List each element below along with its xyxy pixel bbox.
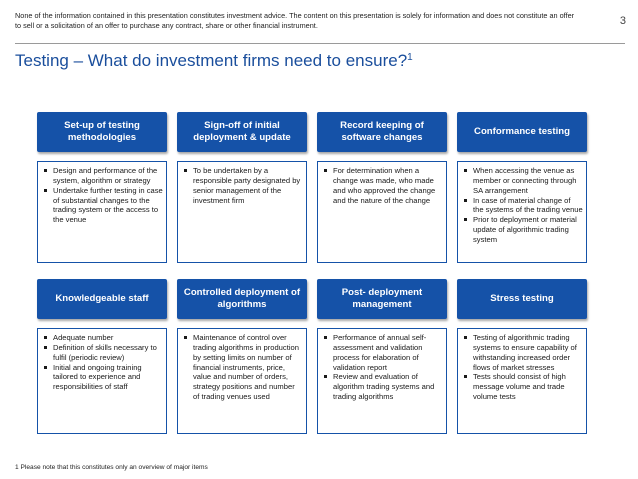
bullet-item: Performance of annual self-assessment and validation process for elaboration of validation report [322,333,443,372]
card-row-2 [37,279,587,434]
card-body [37,161,167,263]
disclaimer-text: None of the information contained in this presentation constitutes investment advice. The content on this presentation is solely for information and does not constitute an offer to sell or a solicitation of an offer to purchase any contract, share or other financial instrument. [15,11,575,30]
card-body [457,161,587,263]
title-footnote-marker: 1 [407,52,413,63]
card-heading: Conformance testing [457,112,587,152]
card-setup-testing [37,112,167,263]
bullet-item: To be undertaken by a responsible party designated by senior management of the investment firm [182,166,303,205]
card-heading: Record keeping of software changes [317,112,447,152]
bullet-item: Testing of algorithmic trading systems to ensure capability of withstanding increased order flows of market stresses [462,333,583,372]
card-heading: Set-up of testing methodologies [37,112,167,152]
card-heading: Knowledgeable staff [37,279,167,319]
card-heading: Stress testing [457,279,587,319]
card-stress-testing [457,279,587,434]
card-heading: Controlled deployment of algorithms [177,279,307,319]
bullet-item: Maintenance of control over trading algorithms in production by setting limits on number of financial instruments, price, value and number of orders, strategy positions and number of trading venues used [182,333,303,402]
card-sign-off [177,112,307,263]
card-body [177,328,307,434]
card-body [317,161,447,263]
card-body [177,161,307,263]
header-divider [15,43,625,44]
card-knowledgeable-staff [37,279,167,434]
bullet-item: Adequate number [42,333,163,343]
bullet-item: Prior to deployment or material update of algorithmic trading system [462,215,583,245]
bullet-item: Design and performance of the system, algorithm or strategy [42,166,163,186]
card-body [317,328,447,434]
bullet-item: Tests should consist of high message volume and trade volume tests [462,372,583,402]
card-conformance-testing [457,112,587,263]
card-record-keeping [317,112,447,263]
bullet-item: Initial and ongoing training tailored to experience and responsibilities of staff [42,363,163,393]
card-post-deployment [317,279,447,434]
page-number: 3 [619,15,626,27]
bullet-item: When accessing the venue as member or connecting through SA arrangement [462,166,583,196]
page-title-text: Testing – What do investment firms need to ensure? [15,51,408,70]
card-heading: Post- deployment management [317,279,447,319]
card-heading: Sign-off of initial deployment & update [177,112,307,152]
bullet-item: Undertake further testing in case of substantial changes to the trading system or the access to the venue [42,186,163,225]
footnote: 1 Please note that this constitutes only an overview of major items [15,464,208,471]
bullet-item: In case of material change of the systems of the trading venue [462,196,583,216]
page-title [15,51,413,71]
card-body [457,328,587,434]
bullet-item: Definition of skills necessary to fulfil (periodic review) [42,343,163,363]
bullet-item: Review and evaluation of algorithm trading systems and trading algorithms [322,372,443,402]
card-controlled-deployment [177,279,307,434]
card-row-1 [37,112,587,263]
card-body [37,328,167,434]
bullet-item: For determination when a change was made, who made and who approved the change and the nature of the change [322,166,443,205]
